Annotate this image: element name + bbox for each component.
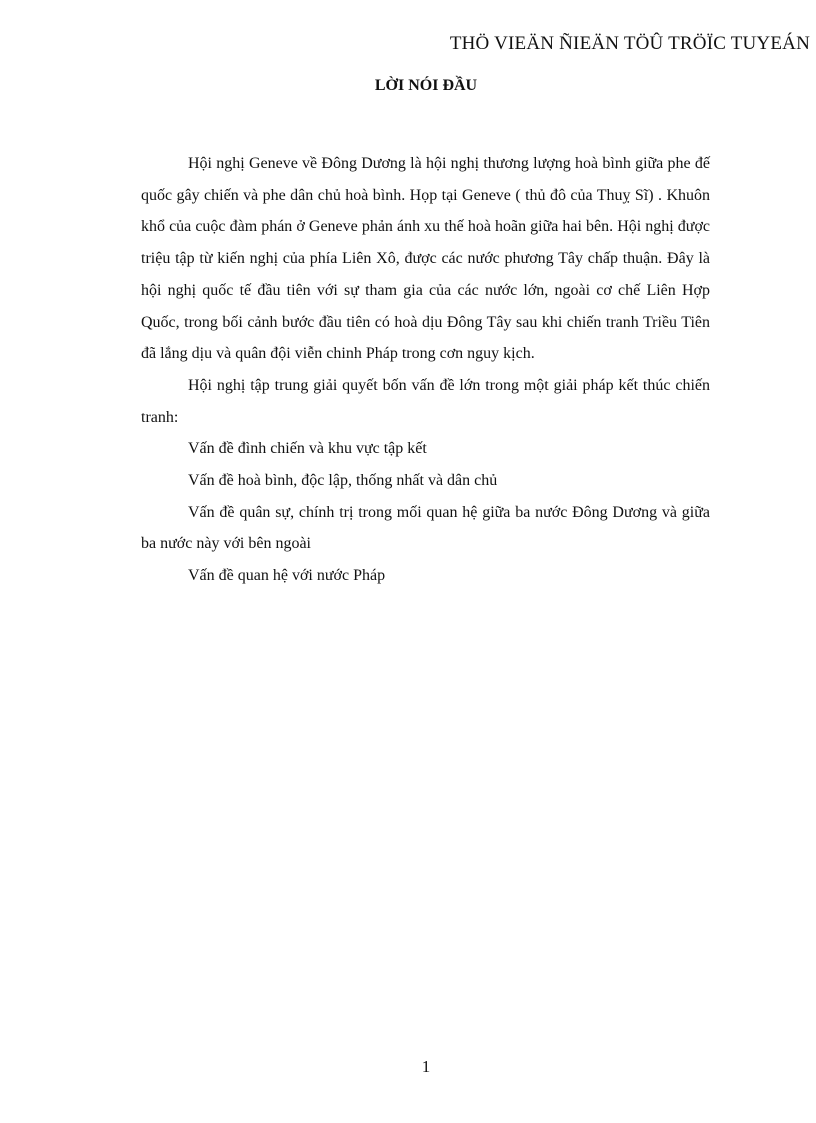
issue-item: Vấn đề quân sự, chính trị trong mối quan hệ giữa ba nước Đông Dương và giữa ba nước này với bên ngoài <box>141 503 710 553</box>
issues-intro-paragraph: Hội nghị tập trung giải quyết bốn vấn đề lớn trong một giải pháp kết thúc chiến tranh: <box>141 376 710 426</box>
intro-paragraph: Hội nghị Geneve về Đông Dương là hội nghị thương lượng hoà bình giữa phe đế quốc gây chiến và phe dân chủ hoà bình. Họp tại Geneve ( thủ đô của Thuỵ Sĩ) . Khuôn khổ của cuộc đàm phán ở Geneve phản ánh xu thế hoà hoãn giữa hai bên. Hội nghị được triệu tập từ kiến nghị của phía Liên Xô, được các nước phương Tây chấp thuận. Đây là hội nghị quốc tế đầu tiên với sự tham gia của các nước lớn, ngoài cơ chế Liên Hợp Quốc, trong bối cảnh bước đầu tiên có hoà dịu Đông Tây sau khi chiến tranh Triều Tiên đã lắng dịu và quân đội viễn chinh Pháp trong cơn nguy kịch. <box>141 155 710 363</box>
document-body <box>141 148 710 592</box>
issue-item: Vấn đề hoà bình, độc lập, thống nhất và dân chủ <box>188 472 498 490</box>
issue-item: Vấn đề đình chiến và khu vực tập kết <box>188 440 427 458</box>
library-header: THÖ VIEÄN ÑIEÄN TÖÛ TRÖÏC TUYEÁN <box>449 33 810 54</box>
issue-item: Vấn đề quan hệ với nước Pháp <box>188 567 386 585</box>
page-number: 1 <box>421 1057 431 1076</box>
document-title: LỜI NÓI ĐẦU <box>374 77 478 94</box>
